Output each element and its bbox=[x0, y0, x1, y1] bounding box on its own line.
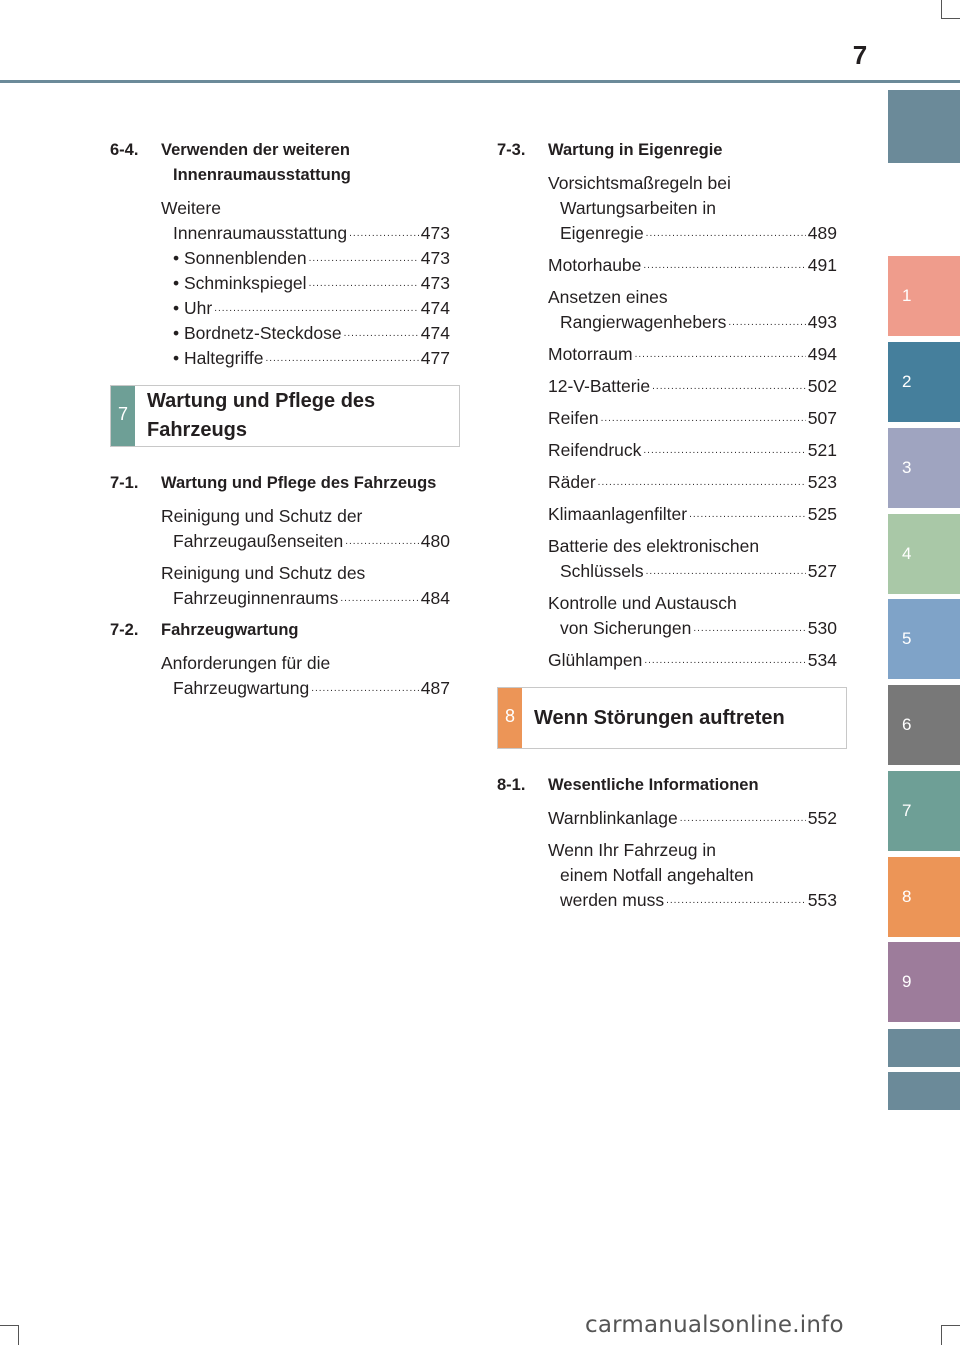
toc-entry[interactable]: Warnblinkanlage ..... 552 bbox=[548, 806, 837, 831]
tab-index-b[interactable] bbox=[888, 1072, 960, 1110]
toc-entry[interactable]: Motorraum ..... 494 bbox=[548, 342, 837, 367]
toc-right-column bbox=[497, 138, 837, 920]
toc-entry[interactable]: Räder ..... 523 bbox=[548, 470, 837, 495]
toc-subentry[interactable]: • Schminkspiegel ..... 473 bbox=[161, 271, 450, 296]
page-ref: 493 bbox=[807, 312, 837, 332]
toc-subentry[interactable]: • Uhr ..... 474 bbox=[161, 296, 450, 321]
page-ref: 521 bbox=[807, 440, 837, 460]
toc-entry[interactable]: Vorsichtsmaßregeln bei Wartungsarbeiten in Eigenregie ..... 489 bbox=[548, 171, 837, 246]
chapter-7-header bbox=[110, 385, 460, 447]
page-ref: 530 bbox=[807, 618, 837, 638]
page-ref: 474 bbox=[420, 323, 450, 343]
chapter-number: 8 bbox=[498, 688, 522, 748]
toc-subentry[interactable]: • Haltegriffe ..... 477 bbox=[161, 346, 450, 371]
page-ref: 480 bbox=[420, 531, 450, 551]
tab-chapter-1[interactable]: 1 bbox=[888, 256, 960, 336]
toc-entry[interactable]: Motorhaube ..... 491 bbox=[548, 253, 837, 278]
watermark: carmanualsonline.info bbox=[585, 1312, 844, 1338]
page-ref: 553 bbox=[807, 890, 837, 910]
section-title: Wesentliche Informationen bbox=[548, 776, 759, 794]
crop-mark bbox=[941, 1325, 960, 1326]
page-ref: 502 bbox=[807, 376, 837, 396]
page-ref: 491 bbox=[807, 255, 837, 275]
page-number: 7 bbox=[852, 40, 868, 70]
section-heading bbox=[110, 618, 450, 643]
toc-entry[interactable]: Weitere Innenraumausstattung ..... 473 • Sonnenblenden ..... 473 • Schminkspiegel ..... 473 • Uhr ..... 474 • Bordnetz-Steckdose ..... 474 • Haltegriffe ..... 477 bbox=[161, 196, 450, 371]
toc-entry[interactable]: Reifen ..... 507 bbox=[548, 406, 837, 431]
toc-entry[interactable]: Wenn Ihr Fahrzeug in einem Notfall angehalten werden muss ..... 553 bbox=[548, 838, 837, 913]
section-number: 8-1. bbox=[497, 776, 526, 794]
page-ref: 489 bbox=[807, 223, 837, 243]
toc-subentry[interactable]: • Bordnetz-Steckdose ..... 474 bbox=[161, 321, 450, 346]
page-ref: 484 bbox=[420, 588, 450, 608]
chapter-8-header bbox=[497, 687, 847, 749]
tab-top[interactable] bbox=[888, 90, 960, 163]
page-ref: 473 bbox=[420, 223, 450, 243]
section-heading bbox=[497, 138, 837, 163]
page-ref: 525 bbox=[807, 504, 837, 524]
section-title: Fahrzeugwartung bbox=[161, 621, 299, 639]
page-ref: 523 bbox=[807, 472, 837, 492]
tab-chapter-9[interactable]: 9 bbox=[888, 942, 960, 1022]
header-rule bbox=[0, 80, 960, 83]
toc-subentry[interactable]: • Sonnenblenden ..... 473 bbox=[161, 246, 450, 271]
toc-entry[interactable]: 12-V-Batterie ..... 502 bbox=[548, 374, 837, 399]
section-title: Innenraumausstattung bbox=[173, 166, 351, 184]
section-heading bbox=[497, 773, 837, 798]
page-ref: 474 bbox=[420, 298, 450, 318]
page-ref: 477 bbox=[420, 348, 450, 368]
tab-chapter-6[interactable]: 6 bbox=[888, 685, 960, 765]
page-ref: 473 bbox=[420, 248, 450, 268]
tab-chapter-5[interactable]: 5 bbox=[888, 599, 960, 679]
section-number: 7-1. bbox=[110, 474, 139, 492]
section-heading bbox=[110, 471, 450, 496]
page-ref: 527 bbox=[807, 561, 837, 581]
tab-index-a[interactable] bbox=[888, 1029, 960, 1067]
toc-entry[interactable]: Ansetzen eines Rangierwagenhebers ..... 493 bbox=[548, 285, 837, 335]
toc-entry[interactable]: Anforderungen für die Fahrzeugwartung ..... 487 bbox=[161, 651, 450, 701]
page-ref: 494 bbox=[807, 344, 837, 364]
toc-entry[interactable]: Reinigung und Schutz der Fahrzeugaußenseiten ..... 480 bbox=[161, 504, 450, 554]
chapter-title: Wartung und Pflege des bbox=[147, 390, 376, 412]
chapter-title: Wenn Störungen auftreten bbox=[534, 706, 785, 729]
chapter-title: Fahrzeugs bbox=[147, 419, 248, 441]
tab-chapter-7[interactable]: 7 bbox=[888, 771, 960, 851]
section-number: 7-3. bbox=[497, 141, 526, 159]
page-ref: 534 bbox=[807, 650, 837, 670]
crop-mark bbox=[0, 1325, 18, 1326]
section-title: Wartung und Pflege des Fahrzeugs bbox=[161, 474, 437, 492]
tab-chapter-2[interactable]: 2 bbox=[888, 342, 960, 422]
page-ref: 552 bbox=[807, 808, 837, 828]
chapter-number: 7 bbox=[111, 386, 135, 446]
crop-mark bbox=[18, 1325, 19, 1345]
section-number: 6-4. bbox=[110, 141, 139, 159]
crop-mark bbox=[941, 0, 942, 18]
page-ref: 507 bbox=[807, 408, 837, 428]
toc-entry[interactable]: Reinigung und Schutz des Fahrzeuginnenraums ..... 484 bbox=[161, 561, 450, 611]
toc-entry[interactable]: Klimaanlagenfilter ..... 525 bbox=[548, 502, 837, 527]
crop-mark bbox=[941, 1325, 942, 1345]
page-ref: 487 bbox=[420, 678, 450, 698]
toc-entry[interactable]: Kontrolle und Austausch von Sicherungen ..... 530 bbox=[548, 591, 837, 641]
section-heading bbox=[110, 138, 450, 188]
page-ref: 473 bbox=[420, 273, 450, 293]
tab-chapter-3[interactable]: 3 bbox=[888, 428, 960, 508]
tab-chapter-4[interactable]: 4 bbox=[888, 514, 960, 594]
section-number: 7-2. bbox=[110, 621, 139, 639]
toc-entry[interactable]: Glühlampen ..... 534 bbox=[548, 648, 837, 673]
section-title: Wartung in Eigenregie bbox=[548, 141, 723, 159]
section-title: Verwenden der weiteren bbox=[161, 141, 350, 159]
crop-mark bbox=[941, 18, 960, 19]
toc-entry[interactable]: Batterie des elektronischen Schlüssels ..... 527 bbox=[548, 534, 837, 584]
toc-entry[interactable]: Reifendruck ..... 521 bbox=[548, 438, 837, 463]
toc-left-column bbox=[110, 138, 450, 708]
tab-chapter-8[interactable]: 8 bbox=[888, 857, 960, 937]
